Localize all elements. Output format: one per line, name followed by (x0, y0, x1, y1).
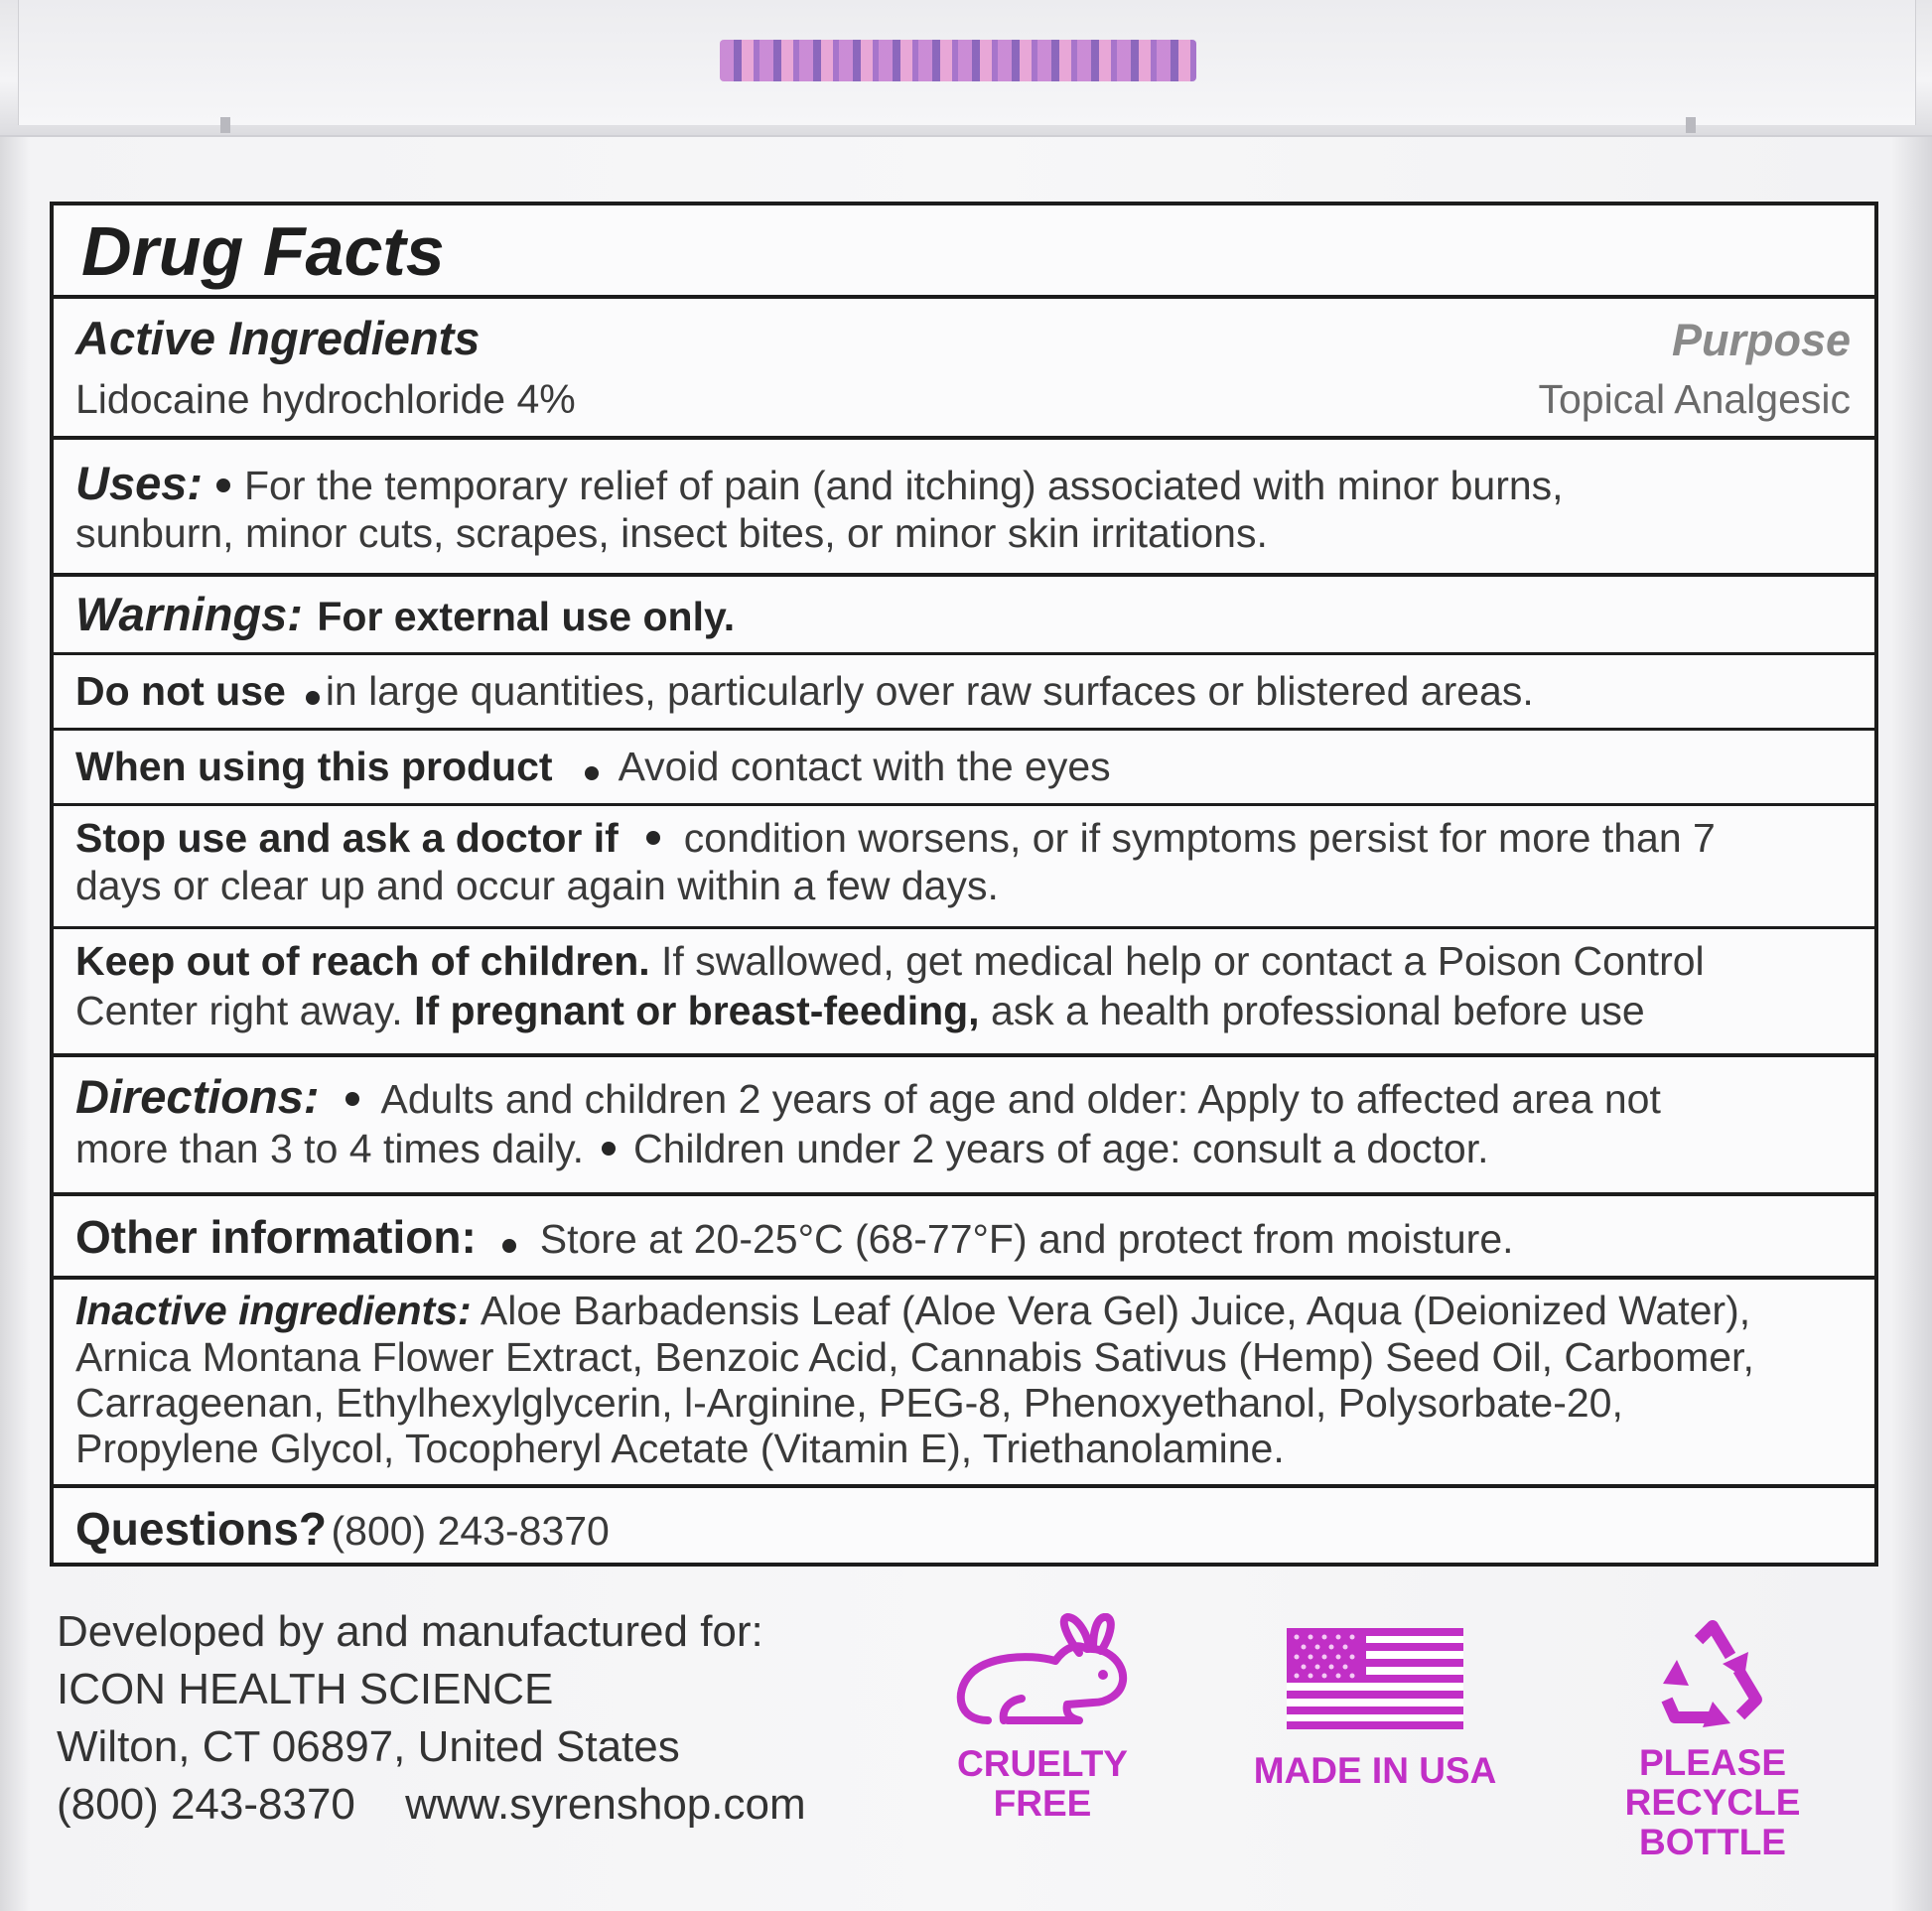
usa-flag-icon (1287, 1628, 1463, 1729)
bullet-icon (585, 766, 599, 780)
purpose-value: Topical Analgesic (1538, 376, 1851, 422)
drug-facts-title: Drug Facts (81, 212, 445, 290)
recycle-icon (1653, 1620, 1772, 1729)
warnings-label: Warnings: (75, 588, 303, 640)
questions-label: Questions? (75, 1503, 328, 1555)
manufacturer-website: www.syrenshop.com (405, 1780, 806, 1829)
when-using-text: Avoid contact with the eyes (618, 744, 1111, 789)
directions-label: Directions: (75, 1070, 320, 1123)
uses-label: Uses: (75, 457, 204, 509)
manufacturer-phone: (800) 243-8370 (57, 1780, 355, 1829)
flap-notch (220, 117, 230, 133)
keep-out-label: Keep out of reach of children. (75, 938, 650, 984)
keep-out-section (54, 926, 1874, 1053)
active-ingredient: Lidocaine hydrochloride 4% (75, 376, 576, 422)
cruelty-free-badge (903, 1613, 1181, 1824)
directions-section (54, 1053, 1874, 1192)
made-in-usa-badge (1226, 1628, 1524, 1791)
directions-text-continued: more than 3 to 4 times daily. (75, 1126, 584, 1171)
keep-out-text: If swallowed, get medical help or contact a Poison Control (661, 938, 1705, 984)
do-not-use-label: Do not use (75, 668, 286, 714)
other-information-text: Store at 20-25°C (68-77°F) and protect from moisture. (539, 1216, 1514, 1262)
purpose-heading: Purpose (1671, 315, 1851, 365)
inactive-ingredients-text: Aloe Barbadensis Leaf (Aloe Vera Gel) Juice, Aqua (Deionized Water), (480, 1288, 1751, 1333)
recycle-label: PLEASE RECYCLE (1624, 1742, 1801, 1823)
stop-use-section (54, 803, 1874, 926)
recycle-badge (1549, 1620, 1876, 1862)
directions-text-children: Children under 2 years of age: consult a doctor. (632, 1126, 1489, 1171)
manufacturer-name: ICON HEALTH SCIENCE (57, 1665, 554, 1713)
active-ingredients-section (54, 295, 1874, 436)
manufacturer-address: Wilton, CT 06897, United States (57, 1722, 680, 1771)
pregnant-label: If pregnant or breast-feeding, (414, 988, 980, 1033)
flap-notch (1686, 117, 1696, 133)
bullet-icon (646, 831, 660, 845)
stop-use-text: condition worsens, or if symptoms persist for more than 7 (683, 815, 1716, 861)
do-not-use-text: in large quantities, particularly over raw surfaces or blistered areas. (325, 668, 1534, 714)
warnings-text: For external use only. (317, 594, 736, 639)
stop-use-label: Stop use and ask a doctor if (75, 815, 619, 861)
do-not-use-section (54, 652, 1874, 728)
uses-text: For the temporary relief of pain (and itching) associated with minor burns, (244, 463, 1564, 508)
cruelty-free-label: CRUELTY FREE (957, 1743, 1128, 1824)
inactive-ingredients-label: Inactive ingredients: (75, 1288, 472, 1333)
uses-text-continued: sunburn, minor cuts, scrapes, insect bites, or minor skin irritations. (75, 510, 1268, 556)
pregnant-text: ask a health professional before use (990, 988, 1645, 1033)
bullet-icon (502, 1239, 516, 1253)
drug-facts-panel (50, 202, 1878, 1567)
rabbit-icon (948, 1613, 1137, 1730)
recycle-label-continued: BOTTLE (1639, 1822, 1786, 1862)
keep-out-text-continued: Center right away. (75, 988, 403, 1033)
uses-section (54, 436, 1874, 573)
manufacturer-line: Developed by and manufactured for: (57, 1607, 763, 1656)
questions-section (54, 1484, 1874, 1563)
bullet-icon (306, 691, 320, 705)
when-using-label: When using this product (75, 744, 553, 789)
active-ingredients-heading: Active Ingredients (75, 312, 481, 364)
inactive-ingredients-line: Carrageenan, Ethylhexylglycerin, l-Arginine, PEG-8, Phenoxyethanol, Polysorbate-20, (75, 1380, 1623, 1426)
made-in-usa-label: MADE IN USA (1253, 1750, 1497, 1791)
directions-text: Adults and children 2 years of age and older: Apply to affected area not (380, 1076, 1661, 1122)
package-top (0, 0, 1932, 137)
inactive-ingredients-section (54, 1276, 1874, 1484)
bullet-icon (216, 478, 230, 492)
stop-use-text-continued: days or clear up and occur again within a few days. (75, 863, 999, 908)
brand-logo-strip (720, 40, 1196, 81)
warnings-section (54, 573, 1874, 652)
bullet-icon (602, 1142, 616, 1156)
questions-phone: (800) 243-8370 (331, 1508, 610, 1554)
when-using-section (54, 728, 1874, 803)
inactive-ingredients-line: Arnica Montana Flower Extract, Benzoic Acid, Cannabis Sativus (Hemp) Seed Oil, Carbomer, (75, 1334, 1754, 1380)
inactive-ingredients-line: Propylene Glycol, Tocopheryl Acetate (Vitamin E), Triethanolamine. (75, 1426, 1285, 1471)
manufacturer-info (57, 1603, 806, 1834)
other-information-label: Other information: (75, 1211, 477, 1263)
bullet-icon (345, 1092, 359, 1106)
other-information-section (54, 1192, 1874, 1276)
